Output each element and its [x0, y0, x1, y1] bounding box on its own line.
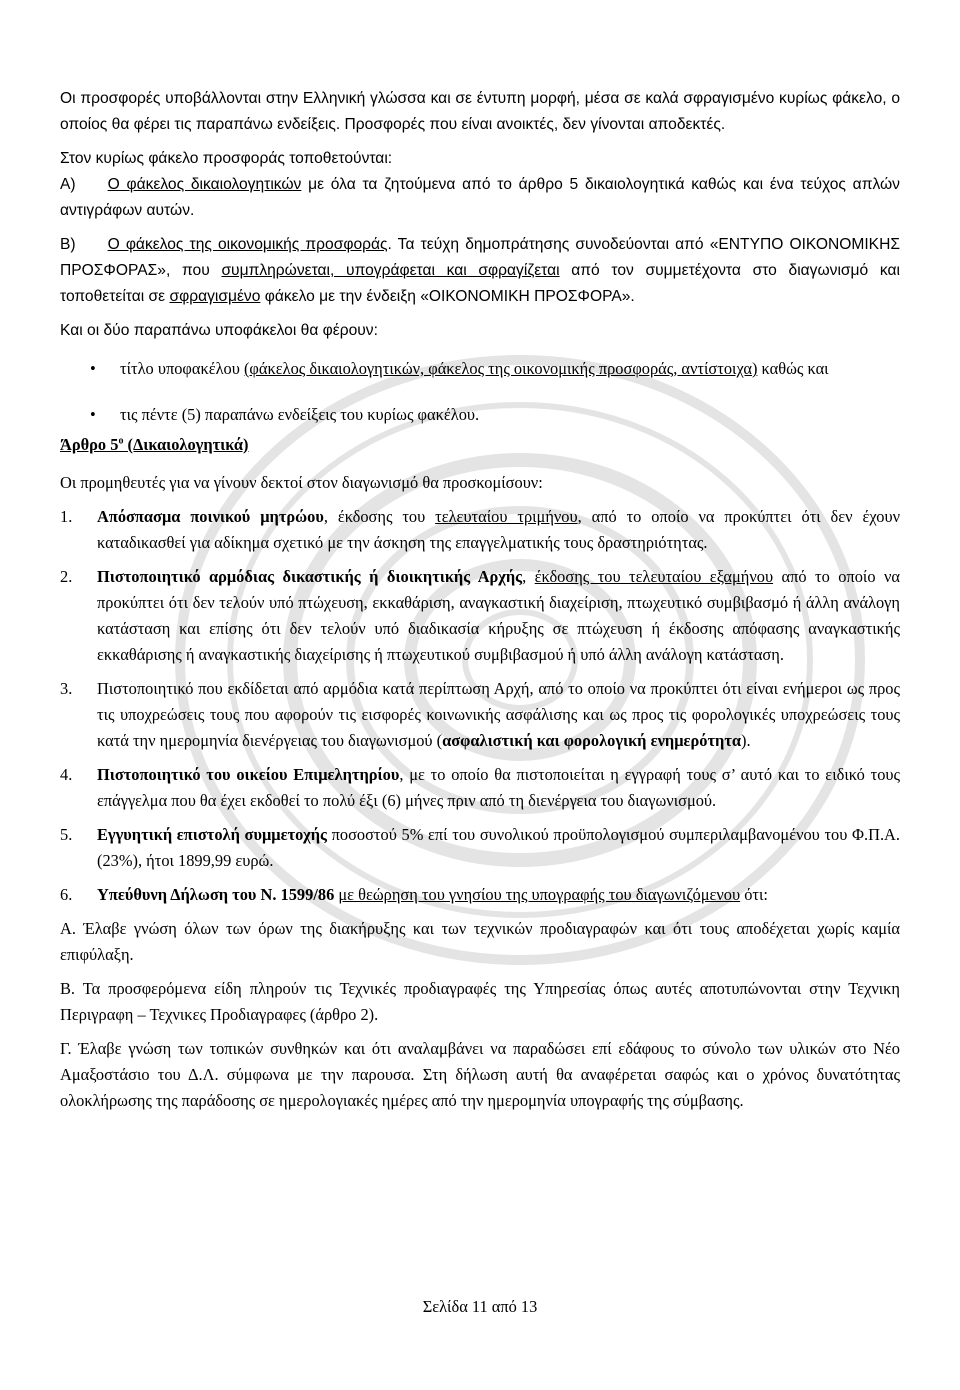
bullet-list: [60, 356, 900, 428]
item-b-text-3: φάκελο με την ένδειξη «ΟΙΚΟΝΟΜΙΚΗ ΠΡΟΣΦΟΡΑ».: [260, 288, 635, 305]
item-b-title: Ο φάκελος της οικονομικής προσφοράς: [107, 236, 388, 253]
item-a-title: Ο φάκελος δικαιολογητικών: [107, 176, 302, 193]
bullet-1-text: τίτλο υποφακέλου: [120, 359, 244, 378]
declaration-c: Γ. Έλαβε γνώση των τοπικών συνθηκών και ότι αναλαμβάνει να παραδώσει επί εδάφους το σύνολο των υλικών στο Νέο Αμαξοστάσιο του Δ.Λ. σύμφωνα με την παρουσα. Στη δήλωση αυτή θα αναφέρεται σαφώς και ο χρόνος δυνατότητας ολοκλήρωσης της παράδοσης σε ημερολογιακές ημέρες από την ημερομηνία υπογραφής της σύμβασης.: [60, 1039, 900, 1110]
envelope-item-b: [60, 232, 900, 310]
list-item: 5. Εγγυητική επιστολή συμμετοχής ποσοστού 5% επί του συνολικού προϋπολογισμού συμπεριλαμβανομένου του Φ.Π.Α. (23%), ήτοι 1899,99 ευρώ.: [60, 825, 900, 870]
bullet-2-text: τις πέντε (5) παραπάνω ενδείξεις του κυρίως φακέλου.: [120, 405, 480, 424]
envelope-item-a: [60, 172, 900, 224]
bullet-1-underlined: (φάκελος δικαιολογητικών, φάκελος της οικονομικής προσφοράς, αντίστοιχα): [243, 359, 758, 378]
item-b-underlined-2: σφραγισμένο: [169, 288, 261, 305]
bullet-1-rest: καθώς και: [757, 359, 829, 378]
declaration-b: Β. Τα προσφερόμενα είδη πληρούν τις Τεχνικές προδιαγραφές της Υπηρεσίας όπως αυτές αποτυπώνονται στην Τεχνικη Περιγραφη – Τεχνικες Προδιαγραφες (άρθρο 2).: [60, 979, 900, 1024]
document-page: [60, 86, 900, 1114]
intro-paragraph: Οι προσφορές υποβάλλονται στην Ελληνική γλώσσα και σε έντυπη μορφή, μέσα σε καλά σφραγισμένο κυρίως φάκελο, ο οποίος θα φέρει τις παραπάνω ενδείξεις. Προσφορές που είναι ανοικτές, δεν γίνονται αποδεκτές.: [60, 90, 900, 133]
item-b-underlined-1: συμπληρώνεται, υπογράφεται και σφραγίζεται: [221, 262, 560, 279]
declaration-a: Α. Έλαβε γνώση όλων των όρων της διακήρυξης και των τεχνικών προδιαγραφών και ότι τους αποδέχεται χωρίς καμία επιφύλαξη.: [60, 919, 900, 964]
list-item: 4. Πιστοποιητικό του οικείου Επιμελητηρίου, με το οποίο θα πιστοποιείται η εγγραφή τους σ’ αυτό και το ειδικό τους επάγγελμα που θα έχει εκδοθεί το πολύ έξι (6) μήνες πριν από τη διενέργεια του διαγωνισμού.: [60, 765, 900, 810]
bullet-item-1: [60, 356, 900, 382]
list-item: 2. Πιστοποιητικό αρμόδιας δικαστικής ή διοικητικής Αρχής, έκδοσης του τελευταίου εξαμήνου από το οποίο να προκύπτει ότι δεν τελούν υπό πτώχευση, εκκαθάριση, αναγκαστική διαχείριση, πτωχευτικό συμβιβασμό ή άλλη ανάλογη κατάσταση και επίσης ότι δεν τελούν υπό διαδικασία κήρυξης σε πτώχευση ή έκδοσης απόφασης αναγκαστικής εκκαθάρισης ή αναγκαστικής διαχείρισης ή πτωχευτικού συμβιβασμού ή υπό άλλη ανάλογη κατάσταση.: [60, 567, 900, 664]
sub-envelopes-lead: Και οι δύο παραπάνω υποφάκελοι θα φέρουν:: [60, 322, 378, 339]
list-item: 3. Πιστοποιητικό που εκδίδεται από αρμόδια κατά περίπτωση Αρχή, από το οποίο να προκύπτει ότι είναι ενήμεροι ως προς τις υποχρεώσεις τους που αφορούν τις εισφορές κοινωνικής ασφάλισης και ως προς τις φορολογικές υποχρεώσεις τους κατά την ημερομηνία διενέργειας του διαγωνισμού (ασφαλιστική και φορολογική ενημερότητα).: [60, 679, 900, 750]
item-a-prefix: Α): [60, 176, 76, 193]
article-heading: Άρθρο $5^o$ (Δικαιολογητικά): [60, 435, 249, 454]
item-b-prefix: Β): [60, 236, 76, 253]
bullet-icon: •: [90, 359, 96, 378]
page-number: Σελίδα 11 από 13: [422, 1297, 538, 1316]
article-lead: Οι προμηθευτές για να γίνουν δεκτοί στον διαγωνισμό θα προσκομίσουν:: [60, 473, 543, 492]
item-b-text-2: από τον συμμετέχοντα στο διαγωνισμό και τοποθετείται σε: [60, 262, 900, 305]
item-a-text: με όλα τα ζητούμενα από το άρθρο 5 δικαιολογητικά καθώς και ένα τεύχος απλών αντιγράφων αυτών.: [60, 176, 900, 219]
list-item: 1. Απόσπασμα ποινικού μητρώου, έκδοσης του τελευταίου τριμήνου, από το οποίο να προκύπτει ότι δεν έχουν καταδικασθεί για αδίκημα σχετικό με την άσκηση της επαγγελματικής τους δραστηριότητας.: [60, 507, 900, 552]
list-item: 6. Υπεύθυνη Δήλωση του Ν. 1599/86 με θεώρηση του γνησίου της υπογραφής του διαγωνιζόμενου ότι:: [60, 885, 768, 904]
envelope-contents-lead: Στον κυρίως φάκελο προσφοράς τοποθετούνται:: [60, 150, 393, 167]
bullet-item-2: [60, 402, 900, 428]
bullet-icon: •: [90, 405, 96, 424]
item-b-text-1: . Τα τεύχη δημοπράτησης συνοδεύονται από «ΕΝΤΥΠΟ ΟΙΚΟΝΟΜΙΚΗΣ ΠΡΟΣΦΟΡΑΣ», που: [60, 236, 900, 279]
